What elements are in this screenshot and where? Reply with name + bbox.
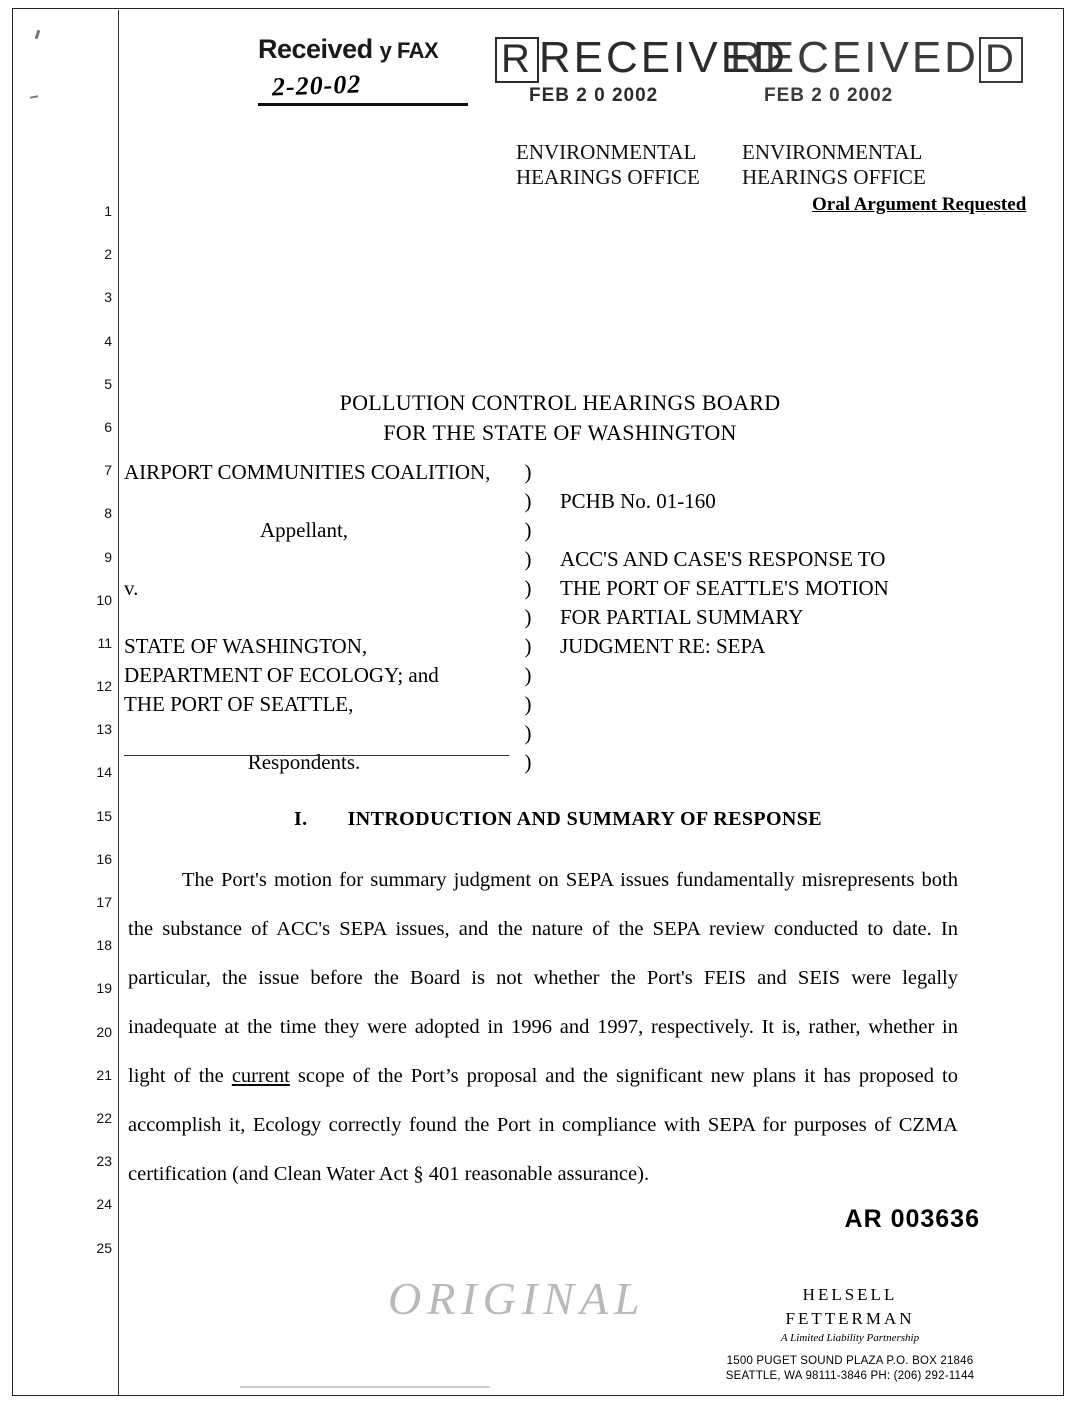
line-number: 10 [96,591,112,608]
agency-name-1 [516,140,700,190]
caption-case-info [542,458,1004,777]
section-title: INTRODUCTION AND SUMMARY OF RESPONSE [347,808,823,830]
line-number: 20 [96,1023,112,1040]
versus-label: v. [124,576,139,600]
fax-date-handwritten: 2-20-02 [271,69,362,102]
line-number: 23 [96,1153,112,1170]
respondent-line-1: STATE OF WASHINGTON, [124,634,368,658]
line-number: 11 [97,634,112,651]
appellant-name: AIRPORT COMMUNITIES COALITION, [124,460,491,484]
watermark-text: ORIGINAL [388,1273,646,1324]
court-title-line-1: POLLUTION CONTROL HEARINGS BOARD [339,390,781,415]
body-paragraph-1 [128,856,958,1199]
court-title [130,388,990,448]
section-heading [128,808,988,831]
line-number: 13 [96,721,112,738]
respondent-line-3: THE PORT OF SEATTLE, [124,692,354,716]
stamp-received-word: RECEIVED [538,33,788,82]
line-number: 18 [96,937,112,954]
fax-by-label: y FAX [379,38,439,63]
document-title-line-4: JUDGMENT RE: SEPA [560,634,766,658]
line-number: 14 [96,764,112,781]
line-number: 8 [104,505,112,522]
paragraph-text-part-1: The Port's motion for summary judgment on SEPA issues fundamentally misrepresents both the substance of ACC's SEPA issues, and the nature of the SEPA review conducted to date. In particular, the issue before the Board is not whether the Port's FEIS and SEIS were legally inadequate at the time they were adopted in 1996 and 1997, respectively. It is, rather, whether in light of the [128,869,958,1087]
stamp-final-letter: D [979,37,1023,83]
fax-received-stamp [258,34,488,106]
caption-parties [124,458,514,777]
stamp-initial-letter: R [495,37,539,83]
paragraph-text-part-2: scope of the Port’s proposal and the significant new plans it has proposed to accomplish it, Ecology correctly found the Port in compliance with SEPA for purposes of CZMA certification (and Clean Water Act § 401 reasonable assurance). [128,1065,958,1185]
document-title-line-3: FOR PARTIAL SUMMARY [560,605,804,629]
line-number: 3 [104,289,112,306]
caption-paren-column: ) ) ) ) ) ) ) ) ) ) ) [524,460,532,774]
line-number: 17 [96,894,112,910]
firm-name-line-2: FETTERMAN [785,1309,915,1328]
agency2-line-2: HEARINGS OFFICE [742,165,926,189]
line-number: 21 [96,1066,112,1083]
stamp-received-word-2: RECEIVED [730,33,979,82]
line-number: 4 [104,332,112,349]
line-number: 5 [104,375,112,392]
fax-underline [258,103,468,106]
fax-received-label: Received [258,34,373,64]
line-number: 16 [96,850,112,867]
line-number-column [78,190,112,1270]
line-number: 12 [96,678,112,695]
original-stamp-watermark [388,1272,646,1325]
line-number: 22 [96,1109,112,1126]
oral-argument-request: Oral Argument Requested [812,194,1027,215]
firm-address-line-2: SEATTLE, WA 98111-3846 PH: (206) 292-1144 [725,1370,975,1382]
law-firm-block [720,1285,980,1384]
line-number: 19 [96,980,112,997]
agency-name-2 [742,140,926,190]
pleading-left-rule [118,10,119,1396]
court-title-line-2: FOR THE STATE OF WASHINGTON [383,420,737,445]
line-number: 6 [104,418,112,435]
line-number: 1 [104,203,112,219]
agency2-line-1: ENVIRONMENTAL [742,140,923,164]
agency-line-1: ENVIRONMENTAL [516,140,697,164]
bates-number: AR 003636 [844,1205,980,1233]
case-number: PCHB No. 01-160 [560,489,716,513]
firm-entity-type: A Limited Liability Partnership [780,1332,920,1344]
paragraph-emphasis-current: current [231,1065,290,1087]
line-number: 15 [96,807,112,824]
agency-line-2: HEARINGS OFFICE [516,165,700,189]
respondent-line-2: DEPARTMENT OF ECOLOGY; and [124,663,439,687]
firm-address-line-1: 1500 PUGET SOUND PLAZA P.O. BOX 21846 [726,1355,974,1367]
case-caption [124,458,1004,777]
line-number: 2 [104,246,112,263]
respondents-role: Respondents. [247,750,361,774]
appellant-role: Appellant, [259,518,349,542]
document-title-line-1: ACC'S AND CASE'S RESPONSE TO [560,547,886,571]
stamp-date-1: FEB 2 0 2002 [529,85,659,106]
footer-scan-artifact [240,1386,490,1388]
line-number: 9 [104,548,112,565]
line-number: 7 [104,462,112,479]
line-number: 24 [96,1196,112,1213]
line-number: 25 [96,1239,112,1256]
document-title-line-2: THE PORT OF SEATTLE'S MOTION [560,576,889,600]
stamp-date-2: FEB 2 0 2002 [764,85,894,106]
section-numeral: I. [293,808,308,830]
agency-received-stamp-2 [730,33,1023,107]
caption-divider [124,755,509,756]
firm-name-line-1: HELSELL [802,1285,898,1304]
